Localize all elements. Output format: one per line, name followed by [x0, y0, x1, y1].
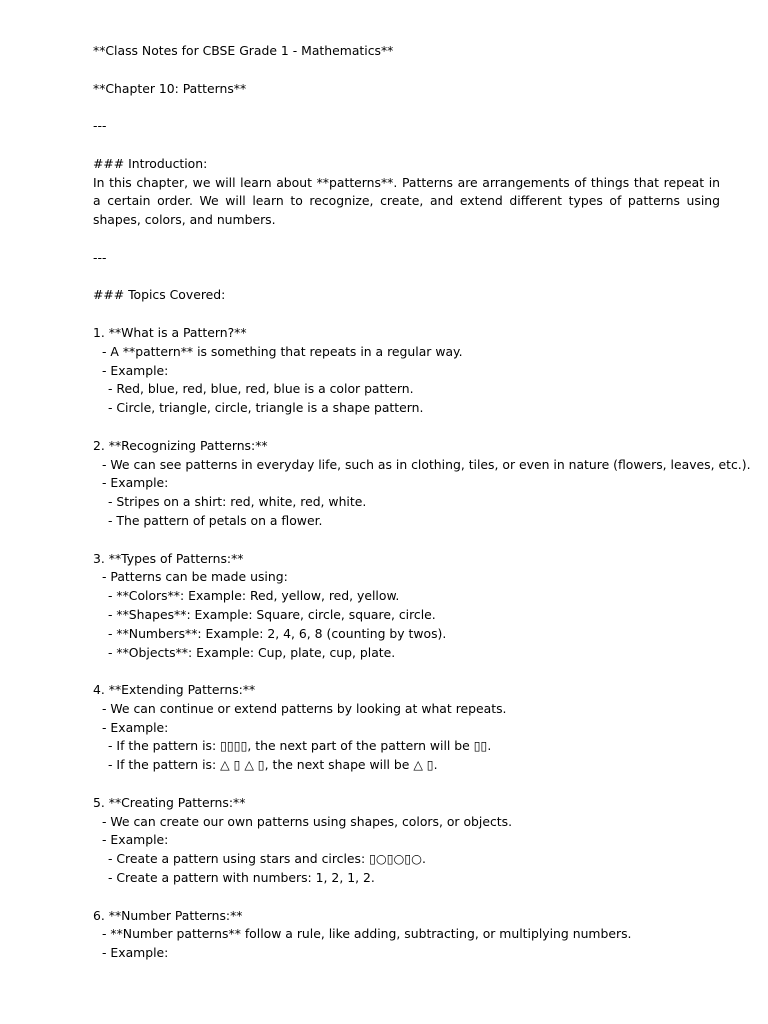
blank-line	[93, 662, 720, 681]
introduction-text: In this chapter, we will learn about **patterns**. Patterns are arrangements of things that repeat in a certain order. We will learn to recognize, create, and extend different types of patterns using shapes, colors, and numbers.	[93, 174, 720, 228]
blank-line	[93, 775, 720, 794]
topic-title: 4. **Extending Patterns:**	[93, 682, 256, 698]
topic-bullet: - **Number patterns** follow a rule, like adding, subtracting, or multiplying numbers.	[102, 926, 632, 942]
topic-bullet: - **Colors**: Example: Red, yellow, red, yellow.	[108, 588, 400, 604]
topic-bullet: - Example:	[102, 832, 169, 848]
topic-bullet: - Example:	[102, 945, 169, 961]
chapter-title: **Chapter 10: Patterns**	[93, 80, 247, 96]
topic-bullet: - Circle, triangle, circle, triangle is a shape pattern.	[108, 400, 424, 416]
topic-bullet: - **Objects**: Example: Cup, plate, cup, plate.	[108, 644, 396, 660]
topic-bullet: - **Numbers**: Example: 2, 4, 6, 8 (counting by twos).	[108, 625, 447, 641]
topic-bullet: - Red, blue, red, blue, red, blue is a color pattern.	[108, 381, 414, 397]
topic-bullet: - The pattern of petals on a flower.	[108, 512, 323, 528]
topic-bullet: - Create a pattern using stars and circles: ▯○▯○▯○.	[108, 851, 426, 867]
blank-line	[93, 230, 720, 249]
divider: ---	[93, 118, 107, 134]
topic-title: 6. **Number Patterns:**	[93, 907, 243, 923]
topic-bullet: - A **pattern** is something that repeats in a regular way.	[102, 343, 463, 359]
blank-line	[93, 268, 720, 287]
topic-title: 2. **Recognizing Patterns:**	[93, 437, 268, 453]
topic-bullet: - Create a pattern with numbers: 1, 2, 1, 2.	[108, 870, 375, 886]
topic-bullet: - If the pattern is: △ ▯ △ ▯, the next shape will be △ ▯.	[108, 757, 438, 773]
topic-bullet: - Example:	[102, 475, 169, 491]
document-title: **Class Notes for CBSE Grade 1 - Mathematics**	[93, 43, 394, 58]
topic-bullet: - If the pattern is: ▯▯▯▯, the next part of the pattern will be ▯▯.	[108, 738, 492, 754]
blank-line	[93, 888, 720, 907]
blank-line	[93, 305, 720, 324]
topics-heading: ### Topics Covered:	[93, 287, 226, 303]
blank-line	[93, 98, 720, 117]
blank-line	[93, 61, 720, 80]
topic-title: 3. **Types of Patterns:**	[93, 550, 244, 566]
document-page	[93, 42, 751, 963]
blank-line	[93, 418, 720, 437]
topic-bullet: - Stripes on a shirt: red, white, red, white.	[108, 494, 367, 510]
topic-bullet: - We can create our own patterns using shapes, colors, or objects.	[102, 813, 513, 829]
topic-bullet: - Example:	[102, 719, 169, 735]
blank-line	[93, 531, 720, 550]
introduction-heading: ### Introduction:	[93, 155, 208, 171]
topic-title: 1. **What is a Pattern?**	[93, 324, 247, 340]
topic-bullet: - We can see patterns in everyday life, such as in clothing, tiles, or even in nature (flowers, leaves, etc.).	[102, 456, 751, 472]
topic-bullet: - Example:	[102, 362, 169, 378]
blank-line	[93, 136, 720, 155]
topic-title: 5. **Creating Patterns:**	[93, 794, 246, 810]
divider: ---	[93, 249, 107, 265]
topic-bullet: - Patterns can be made using:	[102, 569, 288, 585]
topic-bullet: - We can continue or extend patterns by looking at what repeats.	[102, 700, 507, 716]
topic-bullet: - **Shapes**: Example: Square, circle, square, circle.	[108, 606, 436, 622]
topics-list	[93, 324, 751, 963]
